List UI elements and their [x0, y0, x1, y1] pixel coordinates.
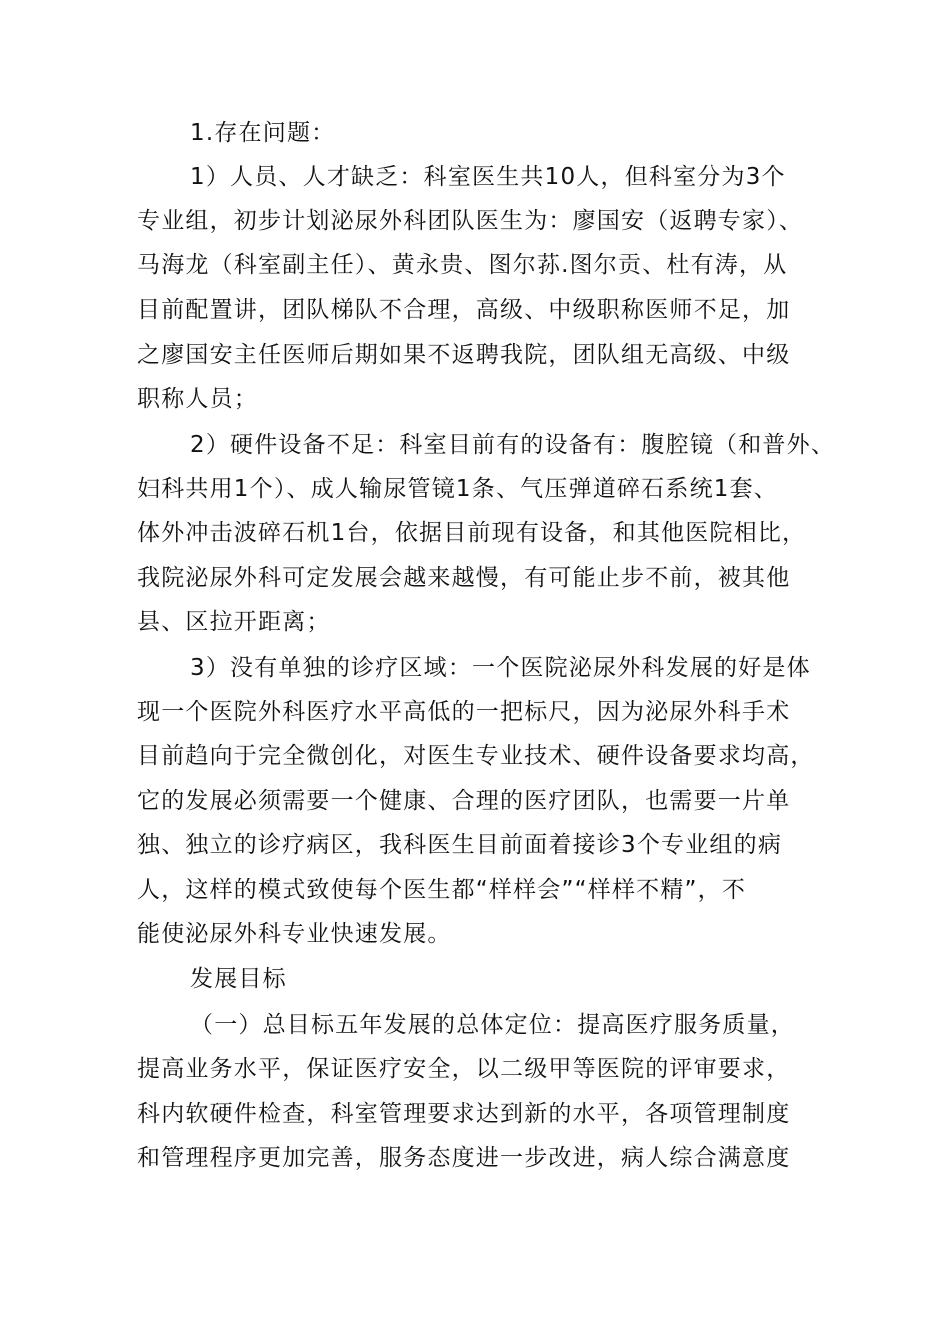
paragraph-2-line-5: 县、区拉开距离； — [137, 609, 331, 635]
paragraph-1-line-6: 职称人员； — [137, 386, 258, 412]
paragraph-3-line-5: 独、独立的诊疗病区，我科医生目前面着接诊3个专业组的病 — [137, 832, 783, 858]
paragraph-1-line-5: 之廖国安主任医师后期如果不返聘我院，团队组无高级、中级 — [137, 342, 791, 368]
heading-existing-problems: 1.存在问题： — [190, 120, 336, 146]
paragraph-2-line-2: 妇科共用1个）、成人输尿管镜1条、气压弹道碎石系统1套、 — [137, 476, 778, 502]
paragraph-3-line-3: 目前趋向于完全微创化，对医生专业技术、硬件设备要求均高， — [137, 743, 815, 769]
paragraph-3-line-1: 3）没有单独的诊疗区域：一个医院泌尿外科发展的好是体 — [190, 655, 811, 681]
paragraph-1-line-3: 马海龙（科室副主任）、黄永贵、图尔荪.图尔贡、杜有涛，从 — [137, 252, 788, 278]
paragraph-2-line-3: 体外冲击波碎石机1台，依据目前现有设备，和其他医院相比， — [137, 520, 807, 546]
paragraph-3-line-7: 能使泌尿外科专业快速发展。 — [137, 921, 452, 947]
paragraph-1-line-2: 专业组，初步计划泌尿外科团队医生为：廖国安（返聘专家）、 — [137, 208, 804, 234]
paragraph-2-line-4: 我院泌尿外科可定发展会越来越慢，有可能止步不前，被其他 — [137, 565, 791, 591]
paragraph-1-line-4: 目前配置讲，团队梯队不合理，高级、中级职称医师不足，加 — [137, 297, 791, 323]
paragraph-4-line-1: （一）总目标五年发展的总体定位：提高医疗服务质量， — [190, 1012, 795, 1038]
paragraph-1-line-1: 1）人员、人才缺乏：科室医生共10人，但科室分为3个 — [190, 164, 786, 190]
paragraph-3-line-4: 它的发展必须需要一个健康、合理的医疗团队，也需要一片单 — [137, 788, 791, 814]
heading-development-goals: 发展目标 — [190, 966, 287, 992]
paragraph-3-line-2: 现一个医院外科医疗水平高低的一把标尺，因为泌尿外科手术 — [137, 699, 791, 725]
paragraph-2-line-1: 2）硬件设备不足：科室目前有的设备有：腹腔镜（和普外、 — [190, 432, 836, 458]
paragraph-4-line-2: 提高业务水平，保证医疗安全，以二级甲等医院的评审要求， — [137, 1056, 791, 1082]
paragraph-4-line-4: 和管理程序更加完善，服务态度进一步改进，病人综合满意度 — [137, 1145, 791, 1171]
paragraph-4-line-3: 科内软硬件检查，科室管理要求达到新的水平，各项管理制度 — [137, 1101, 791, 1127]
paragraph-3-line-6: 人，这样的模式致使每个医生都“样样会”“样样不精”，不 — [137, 877, 747, 903]
